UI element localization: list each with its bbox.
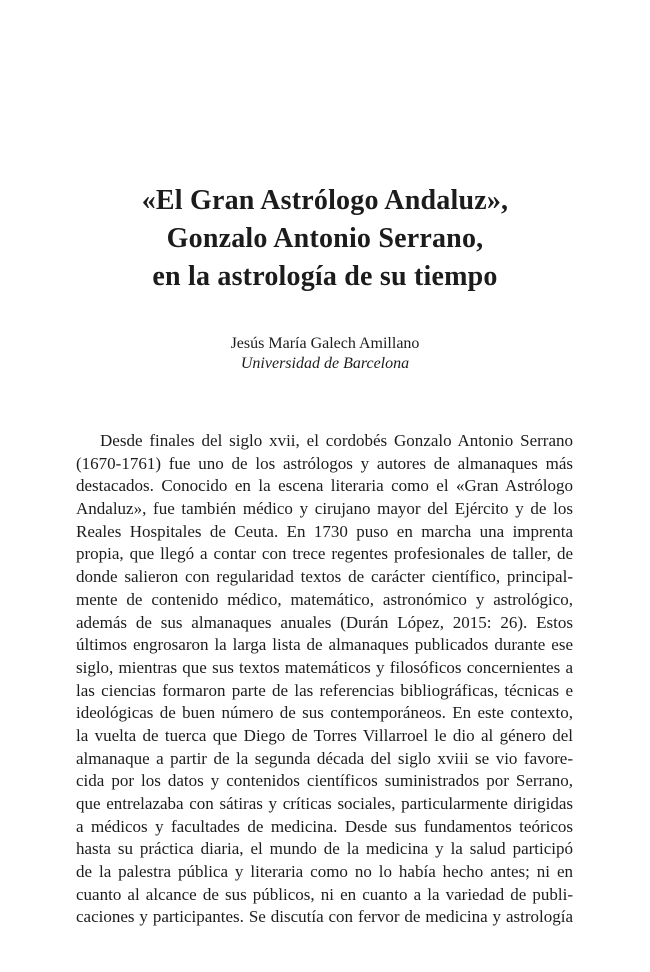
body-line: hasta su práctica diaria, el mundo de la medicina y la salud participó <box>76 839 573 859</box>
body-line: cuanto al alcance de sus públicos, ni en cuanto a la variedad de publi- <box>76 884 573 904</box>
body-line: siglo, mientras que sus textos matemáticos y filosóficos concernientes a <box>76 657 573 677</box>
chapter-title <box>0 182 650 296</box>
body-line: donde salieron con regularidad textos de carácter científico, principal- <box>76 567 573 587</box>
author-block <box>0 334 650 374</box>
body-line: almanaque a partir de la segunda década del siglo xviii se vio favore- <box>76 748 573 768</box>
body-line: Desde finales del siglo xvii, el cordobés Gonzalo Antonio Serrano <box>100 431 573 450</box>
title-line-2: Gonzalo Antonio Serrano, <box>166 223 484 254</box>
body-line: que entrelazaba con sátiras y críticas sociales, particularmente dirigidas <box>76 794 573 813</box>
body-line: caciones y participantes. Se discutía con fervor de medicina y astrología <box>76 907 573 927</box>
body-line: (1670-1761) fue uno de los astrólogos y autores de almanaques más <box>76 453 573 473</box>
body-line: a médicos y facultades de medicina. Desde sus fundamentos teóricos <box>76 816 573 836</box>
body-line: las ciencias formaron parte de las referencias bibliográficas, técnicas e <box>76 680 573 700</box>
body-paragraph <box>76 430 573 929</box>
body-line: mente de contenido médico, matemático, astronómico y astrológico, <box>76 589 573 609</box>
author-name: Jesús María Galech Amillano <box>230 335 420 352</box>
body-line: propia, que llegó a contar con trece regentes profesionales de taller, de <box>76 544 573 564</box>
body-line: la vuelta de tuerca que Diego de Torres Villarroel le dio al género del <box>76 725 573 745</box>
body-line: últimos engrosaron la larga lista de almanaques publicados durante ese <box>76 635 573 655</box>
body-line: Andaluz», fue también médico y cirujano mayor del Ejército y de los <box>76 499 573 519</box>
body-line: de la palestra pública y literaria como no lo había hecho antes; ni en <box>76 862 573 882</box>
body-line: además de sus almanaques anuales (Durán López, 2015: 26). Estos <box>76 612 573 632</box>
title-line-1: «El Gran Astrólogo Andaluz», <box>141 185 509 216</box>
body-line: destacados. Conocido en la escena literaria como el «Gran Astrólogo <box>76 476 573 496</box>
author-affiliation: Universidad de Barcelona <box>240 355 410 372</box>
body-line: cida por los datos y contenidos científicos suministrados por Serrano, <box>76 771 573 791</box>
body-line: ideológicas de buen número de sus contemporáneos. En este contexto, <box>76 703 573 723</box>
body-line: Reales Hospitales de Ceuta. En 1730 puso en marcha una imprenta <box>76 521 573 541</box>
title-line-3: en la astrología de su tiempo <box>152 261 498 292</box>
